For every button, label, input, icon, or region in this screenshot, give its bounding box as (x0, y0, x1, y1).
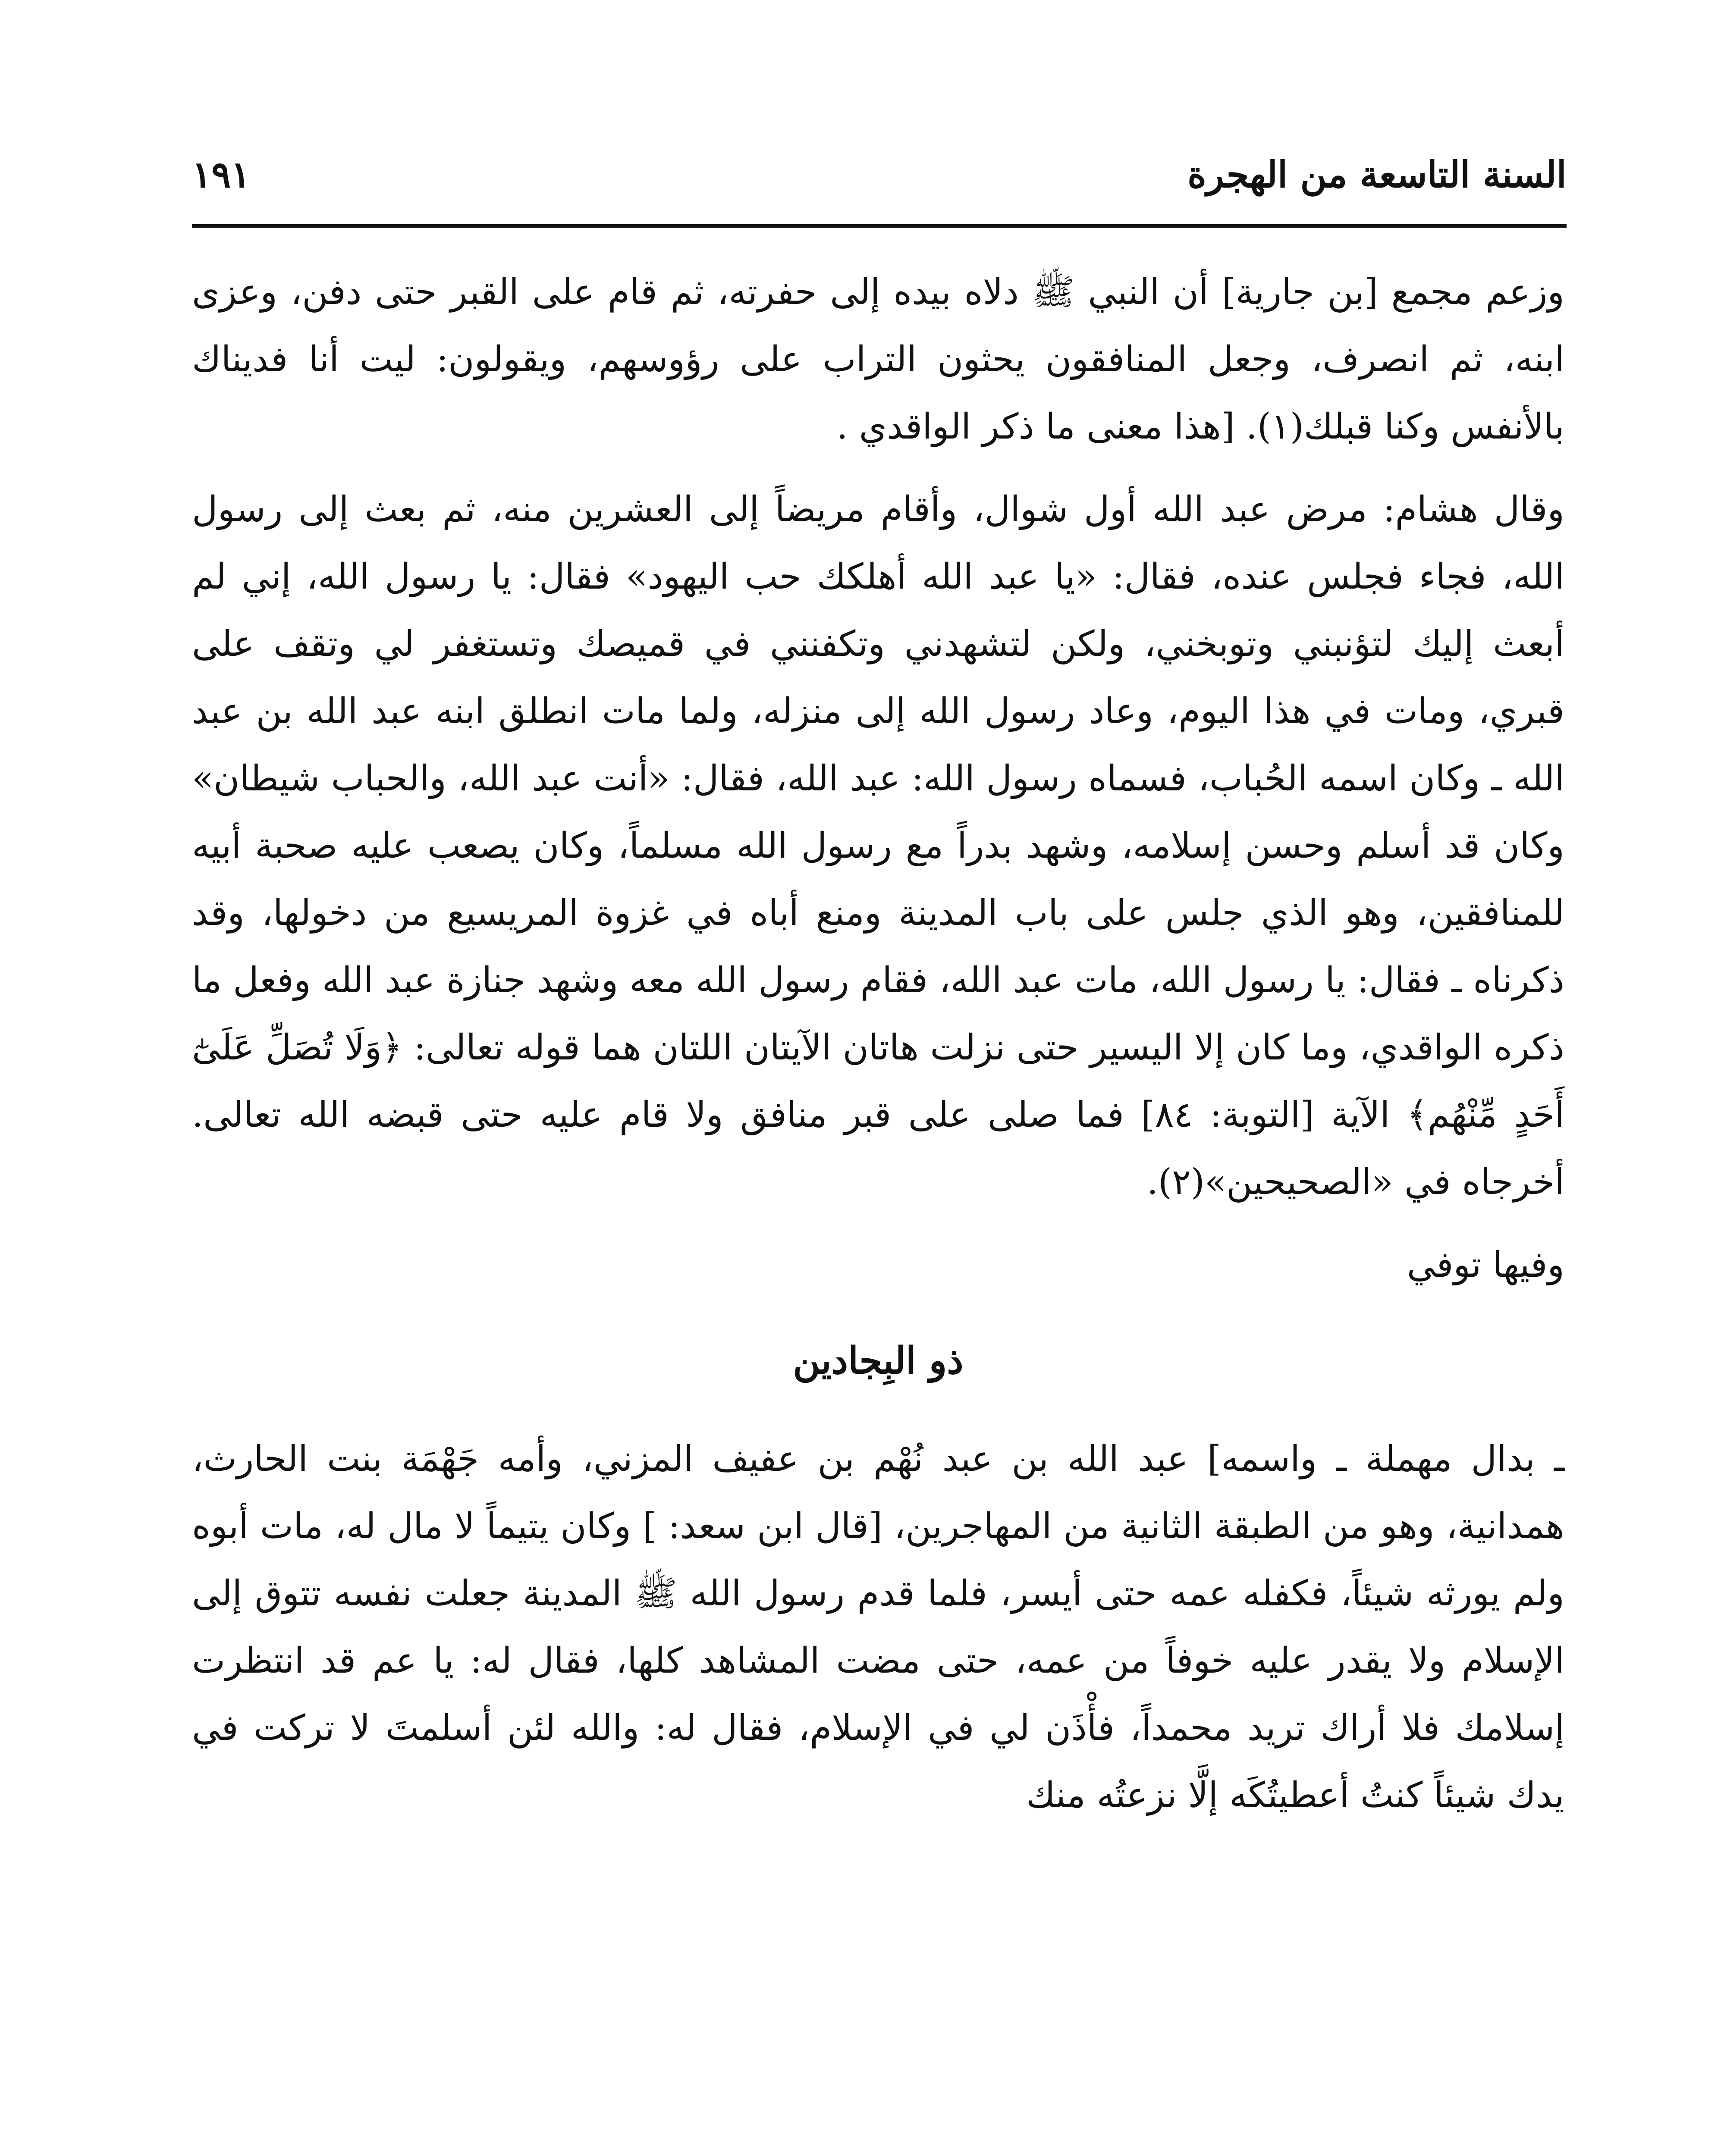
running-title: السنة التاسعة من الهجرة (1187, 153, 1567, 196)
paragraph-deaths-intro: وفيها توفي (1407, 1244, 1564, 1285)
paragraph-hisham-account: وقال هشام: مرض عبد الله أول شوال، وأقام مريضاً إلى العشرين منه، ثم بعث إلى رسول الله، فجاء فجلس عنده، فقال: «يا عبد الله أهلكك حب اليهود» فقال: يا رسول الله، إني لم أبعث إليك لتؤنبني وتوبخني، ولكن لتشهدني وتكفنني في قميصك وتستغفر لي وتقف على قبري، ومات في هذا اليوم، وعاد رسول الله إلى منزله، ولما مات انطلق ابنه عبد الله بن عبد الله ـ وكان اسمه الحُباب، فسماه رسول الله: عبد الله، فقال: «أنت عبد الله، والحباب شيطان» وكان قد أسلم وحسن إسلامه، وشهد بدراً مع رسول الله مسلماً، وكان يصعب عليه صحبة أبيه للمنافقين، وهو الذي جلس على باب المدينة ومنع أباه في غزوة المريسيع من دخولها، وقد ذكرناه ـ فقال: يا رسول الله، مات عبد الله، فقام رسول الله معه وشهد جنازة عبد الله وفعل ما ذكره الواقدي، وما كان إلا اليسير حتى نزلت هاتان الآيتان اللتان هما قوله تعالى: ﴿وَلَا تُصَلِّ عَلَىٰٓ أَحَدٍ مِّنْهُم﴾ الآية [التوبة: ٨٤] فما صلى على قبر منافق ولا قام عليه حتى قبضه الله تعالى. أخرجاه في «الصحيحين»(٢). (192, 489, 1564, 1203)
header-divider (192, 224, 1567, 228)
main-text (192, 259, 1564, 1829)
paragraph-burial: وزعم مجمع [بن جارية] أن النبي ﷺ دلاه بيده إلى حفرته، ثم قام على القبر حتى دفن، وعزى ابنه، ثم انصرف، وجعل المنافقون يحثون التراب على رؤوسهم، ويقولون: ليت أنا فديناك بالأنفس وكنا قبلك(١). [هذا معنى ما ذكر الواقدي . (192, 272, 1564, 447)
page-header (192, 144, 1567, 226)
page-number: ١٩١ (192, 153, 251, 196)
paragraph-dhul-bijadayn: ـ بدال مهملة ـ واسمه] عبد الله بن عبد نُهْم بن عفيف المزني، وأمه جَهْمَة بنت الحارث، همدانية، وهو من الطبقة الثانية من المهاجرين، [قال ابن سعد: ] وكان يتيماً لا مال له، مات أبوه ولم يورثه شيئاً، فكفله عمه حتى أيسر، فلما قدم رسول الله ﷺ المدينة جعلت نفسه تتوق إلى الإسلام ولا يقدر عليه خوفاً من عمه، حتى مضت المشاهد كلها، فقال له: يا عم قد انتظرت إسلامك فلا أراك تريد محمداً، فأْذَن لي في الإسلام، فقال له: والله لئن أسلمتَ لا تركت في يدك شيئاً كنتُ أعطيتُكَه إلَّا نزعتُه منك (192, 1438, 1564, 1816)
section-heading: ذو البِجادين (793, 1339, 964, 1382)
